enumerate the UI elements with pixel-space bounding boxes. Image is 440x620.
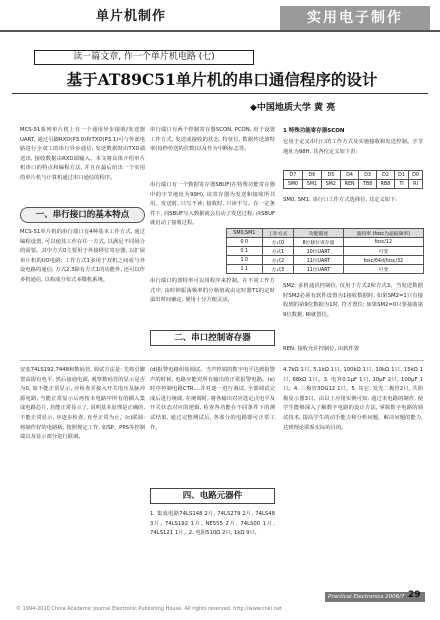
section1-paragraph: MCS-51单片机的串行端口有4种基本工作方式, 通过编程设置, 可以使其工作在任一方式, 以满足不同场合的需要。其中方式0主要用于外接移位寄存器, 以扩展单片机的I/O电路; 工作方式1多用于双机之间或与外设电路的通信; 方式2,3除有方式1的功能外, 还可以作多机通信, 以构成分布式多微机系统。 [20, 229, 145, 283]
bit-cell: D2 [376, 171, 394, 180]
journal-footer: Practical Electronics 2006/7 [325, 592, 425, 602]
bit-cell: D0 [409, 171, 423, 180]
page-divider [20, 360, 424, 361]
name-cell: TB8 [359, 180, 377, 189]
bit-cell: D7 [284, 171, 303, 180]
name-cell: SM0 [284, 180, 303, 189]
mode-header-cell: 波特率 (fosc为晶振频率) [343, 229, 423, 238]
col2-paragraph-3: 串行端口的波特率可以用程序来控制。在不同工作方式中, 由时钟振荡频率的分频值或由定时器T1的定时溢出时间确定, 使用十分方便灵活。 [150, 278, 275, 304]
sm2-paragraph: SM2: 多机通讯控制位, 仅用于方式2和方式3。当发送数据时SM2必须有软件设置为1接收数据时, 如果SM2=1只有接收到的第9位数据为1时, 符才置位; 如果SM2=0只要接收第9位数据, RI就置位。 [283, 283, 423, 318]
lower-col2-text: (d)报警电路组装调试。当声控端的数字电平达到报警声的时候, 电路应能对所有输出的正常报警电路。(e)时序控制电路CTR....并对逐一进行调试, 全部调试完成后进行统调, 在统调时, 将各输出对应选定点电平及开关状态对应的逻辑, 检查各功能在不同条件下的测试结果, 通过完整测试后, 各部分的电路即可正常工作。 [150, 367, 275, 431]
page-number: 29 [408, 590, 421, 600]
mode-table [226, 228, 424, 274]
mode-cell: 方式3 [262, 265, 294, 274]
article-title: 基于AT89C51单片机的串口通信程序的设计 [66, 70, 378, 89]
mode-cell: 方式0 [262, 238, 294, 247]
mode-header-row [227, 229, 424, 238]
mode-intro: SM0, SM1: 串行口工作方式选择位, 其定义如下: [283, 197, 398, 203]
ren-paragraph: REN: 接收允许控制位, 由软件置 [283, 346, 360, 352]
mode-cell: 0 0 [227, 238, 263, 247]
mode-header-cell: 功能描述 [294, 229, 344, 238]
name-cell: SM1 [302, 180, 321, 189]
intro-paragraph: MCS-51系列单片机上有一个通用异步接收/发送器UART, 通过引脚RXD(P3.0)和TXD(P3.1)可与外部电路进行全双工的串行异步通信, 发送数据时由TXD端送出, 接收数据由RXD端输入。本文将具体介绍单片机串口的特点和编程方法, 并且在最后给出一个实用的单片机与计算机通过串口通信的程序。 [20, 127, 145, 181]
header-rule [0, 30, 440, 32]
series-label: 读一篇文章, 作一个单片机电路 (七) [34, 50, 254, 65]
bit-cell: D3 [359, 171, 377, 180]
lower-col1-text: 安装74LS192,7448和数码管, 调试方法是: 先将引脚置高即有电平, 然后接通电源, 观察数码管的显示是否为0, 如不能正常显示, 应检查并接入开关电压及脉冲源电路, 当能正常显示后再按本电路中所有的插入集成电路芯片, 若能正常显示了, 说明基本原理是正确的, 不能正常显示, 应逐步检查, 直至正常为止。(c)联调: 将制作好的电路板, 按照规定工作, 如SP、PPS等控制端以及显示部分进行联调。 [20, 367, 145, 441]
mode-cell: 0 1 [227, 247, 263, 256]
name-cell: REN [340, 180, 359, 189]
mode-row [227, 238, 424, 247]
column-banner: 实用电子制作 [280, 6, 430, 30]
name-cell: RI [409, 180, 423, 189]
mode-cell: fosc/12 [343, 238, 423, 247]
name-cell: RB8 [376, 180, 394, 189]
mode-cell: 8位移位寄存器 [294, 238, 344, 247]
mode-cell: 可变 [343, 265, 423, 274]
section-heading-4: 四、电路元器件 [150, 488, 275, 504]
mode-row [227, 256, 424, 265]
copyright-line: © 1994-2010 China Academic Journal Electronic Publishing House. All rights reserved. http://www.cnki.net [16, 606, 282, 612]
name-cell: SM2 [321, 180, 340, 189]
section-heading-1: 一、串行接口的基本特点 [20, 207, 145, 223]
mode-cell: 方式1 [262, 247, 294, 256]
lower-col3-text: 4.7kΩ 1只, 5.1kΩ 1只, 100kΩ 1只, 10kΩ 1只, 15kΩ 1只, 68kΩ 1只。3. 电容0.1μF 1只, 10μF 2只, 100μF 1只。4. 三极管3DG12 1只。5. 其它: 发光二极管2只, 共阴极显示器3只。由以上应用实例可知: 通过本电路的制作, 使学生能够深入了解数字电路的设计方法, 掌握数字电路的调试技术, 提高学生的动手能力和分析问题、解决问题的能力, 达到理论联系实际的目的。 [283, 367, 423, 431]
mode-cell: 11位UART [294, 265, 344, 274]
scon-register-table [283, 170, 423, 189]
mode-header-cell: SM0,SM1 [227, 229, 263, 238]
mode-cell: 1 1 [227, 265, 263, 274]
col2-paragraph-2: 串行端口有一个数据寄存器SBUF(在特殊功能寄存器中的字节地址为99H), 该寄存器为发送和接收所共用。发送时, 只写不读; 接收时, 只读不写。在一定条件下, 向SBUF写入数据就会启动了发送过程; 读SBUF就启动了接收过程。 [150, 182, 275, 227]
register-bit-row [284, 171, 423, 180]
title-rule [12, 93, 428, 94]
section-name: 单片机制作 [96, 9, 167, 24]
mode-cell: 可变 [343, 247, 423, 256]
mode-cell: 11位UART [294, 256, 344, 265]
author-line: ◆中国地质大学 黄 亮 [250, 103, 336, 113]
bit-cell: D6 [302, 171, 321, 180]
mode-row [227, 247, 424, 256]
mode-header-cell: 工作方式 [262, 229, 294, 238]
mode-cell: 10位UART [294, 247, 344, 256]
components-list: 1. 集成电路74LS148 2片, 74LS279 2片, 74LS48 3片, 74LS192 1片, NE555 2片, 74LS00 1片, 74LS121 1片。2. 电阻510Ω 2只, 1kΩ 9只, [150, 511, 275, 537]
name-cell: TI [395, 180, 409, 189]
register-name-row [284, 180, 423, 189]
mode-cell: 1 0 [227, 256, 263, 265]
bit-cell: D1 [395, 171, 409, 180]
bit-cell: D4 [340, 171, 359, 180]
mode-cell: 方式2 [262, 256, 294, 265]
mode-cell: fosc/64或fosc/32 [343, 256, 423, 265]
scon-heading: 1 特殊功能寄存器SCON [283, 128, 345, 134]
mode-row [227, 265, 424, 274]
scon-paragraph: 它用于定义串行口的工作方式及实施接收和发送控制。字节地址为98H, 其各位定义如下表: [283, 139, 423, 155]
bit-cell: D5 [321, 171, 340, 180]
col2-paragraph-1: 串行端口有两个控制寄存器SCON, PCON, 用于设置工作方式, 发送或接收的状态, 特征位, 数据传送波特率(每秒传送的位数)以及作为中断标志等。 [150, 127, 275, 153]
section-heading-2: 二、串口控制寄存器 [150, 330, 275, 346]
